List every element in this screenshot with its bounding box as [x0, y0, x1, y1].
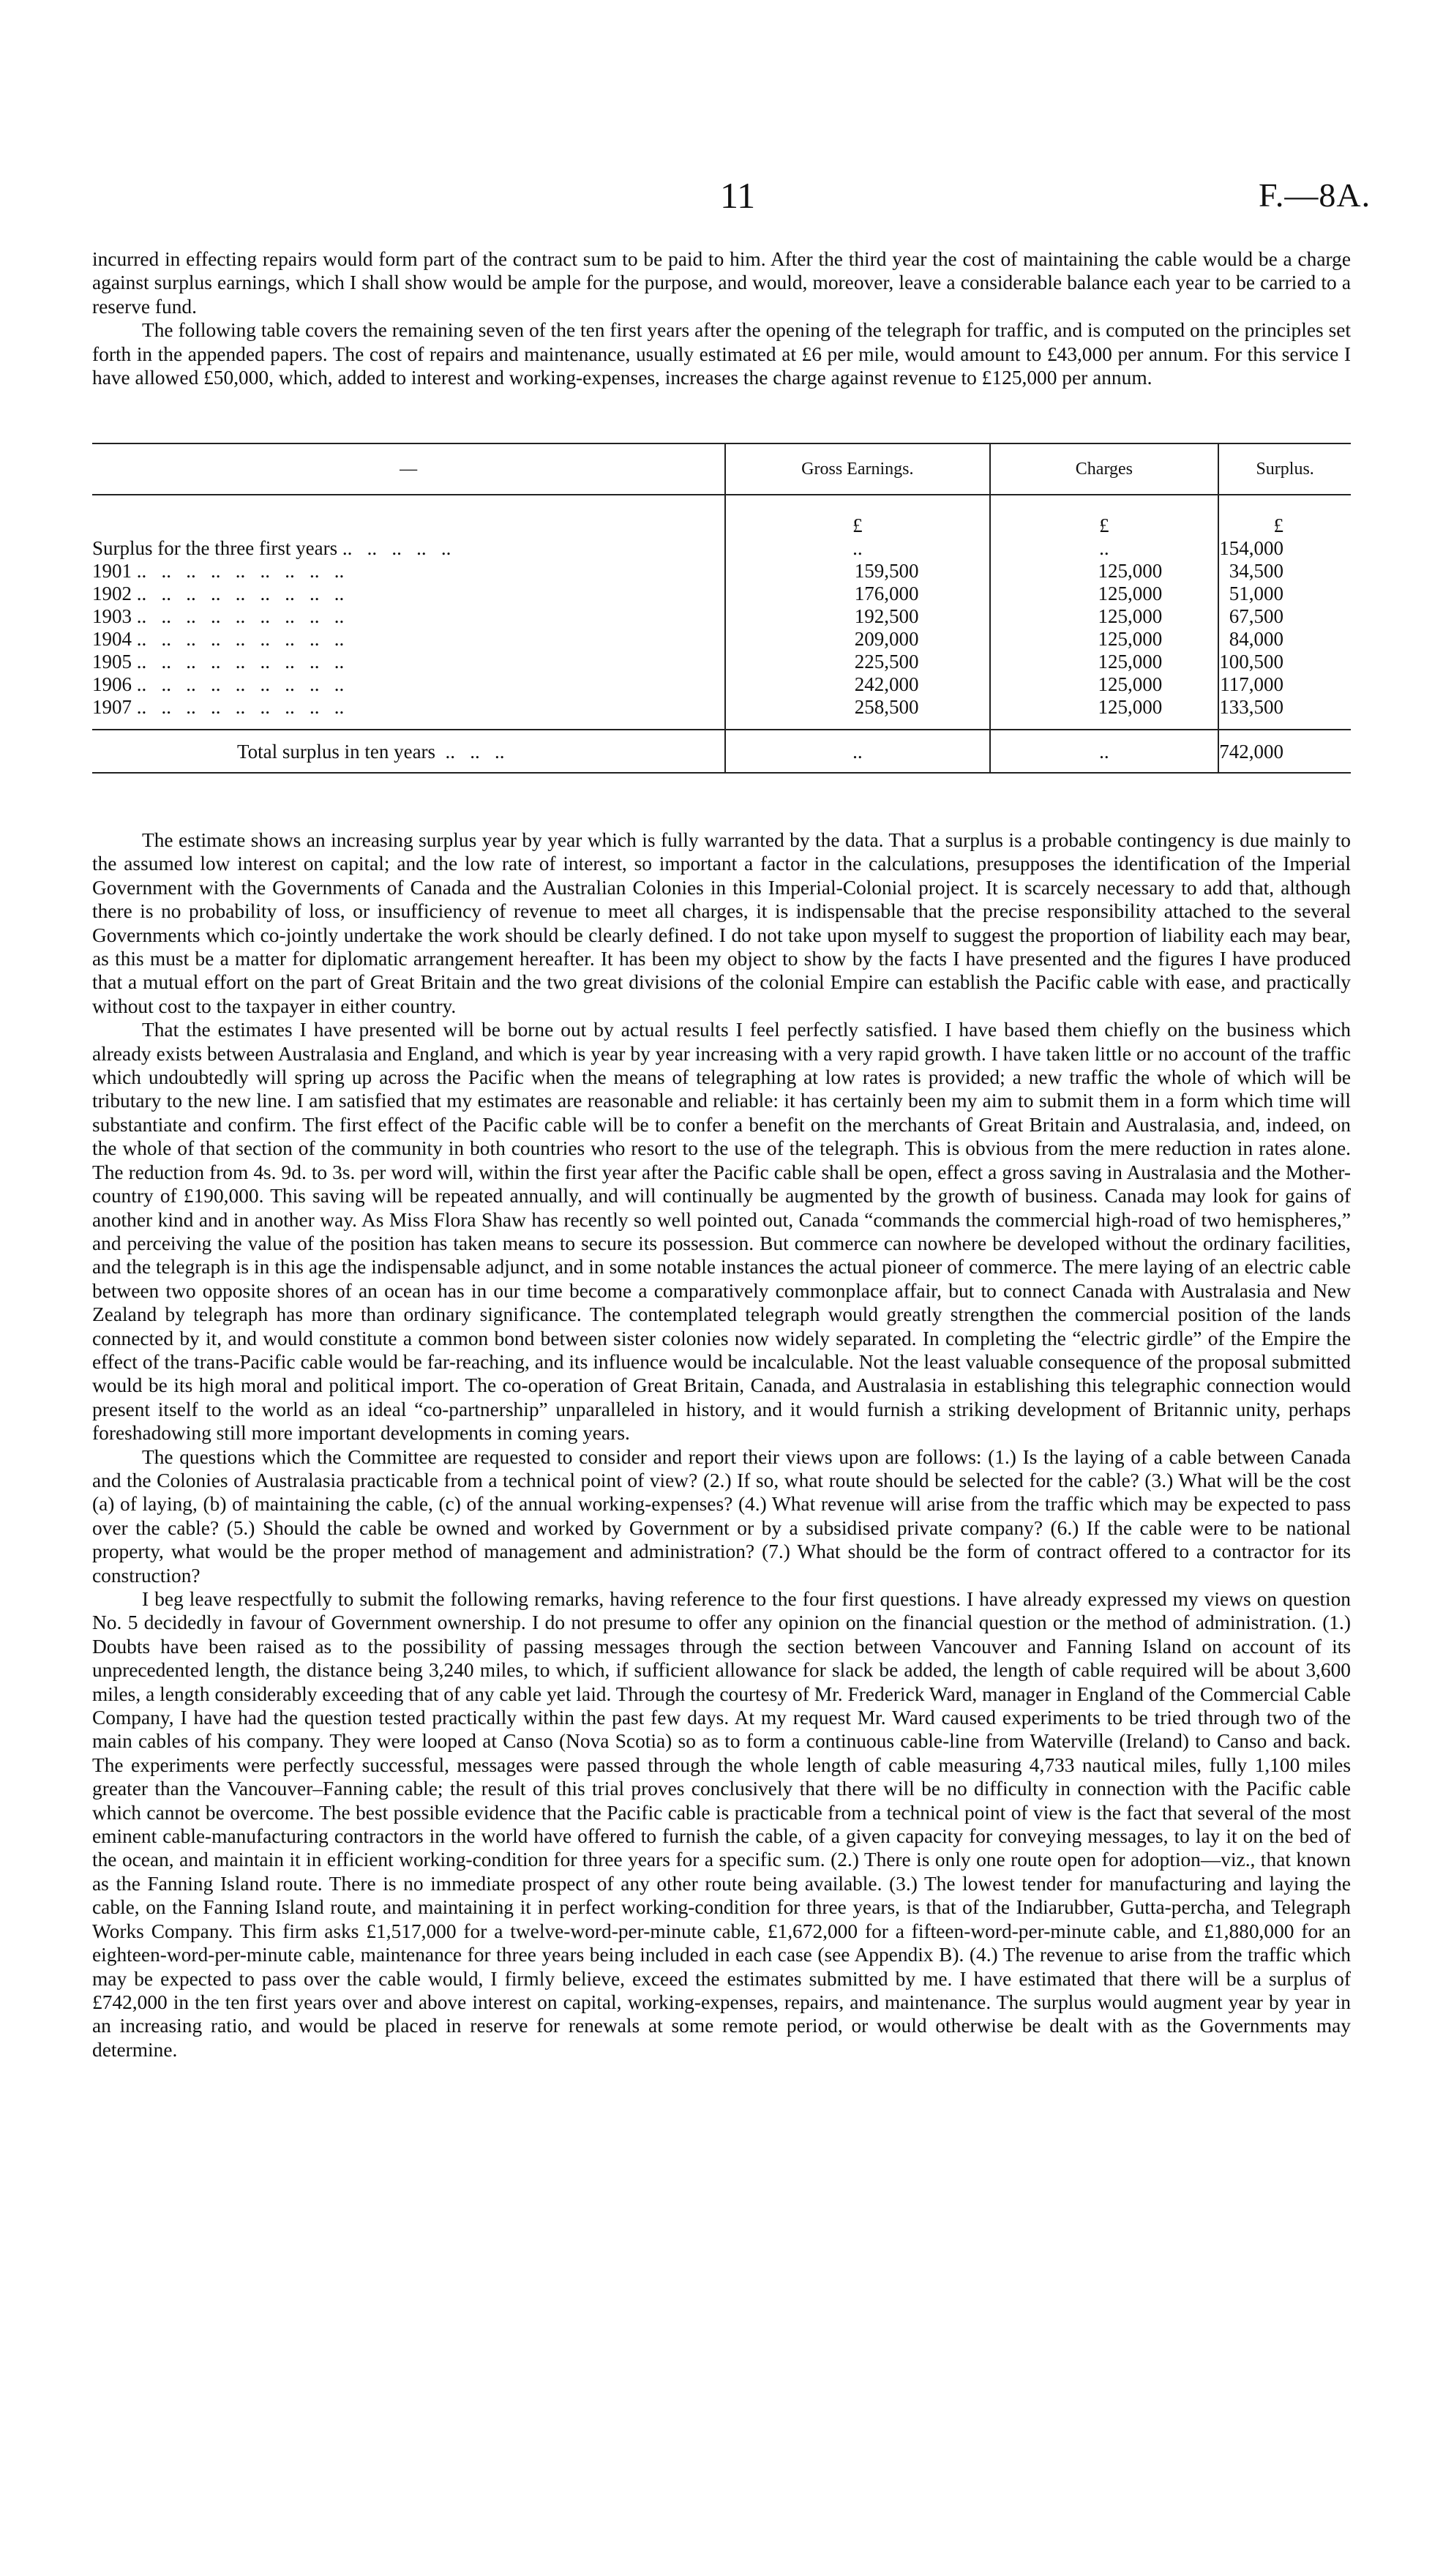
total-charges: ..: [990, 730, 1219, 773]
paragraph-results: That the estimates I have presented will be borne out by actual results I feel perfectly satisfied. I have based them chiefly on the business which already exists between Australasia and England, and which is year by year increasing with a very rapid growth. I have taken little or no account of the traffic which undoubtedly will spring up across the Pacific when the means of telegraphing at low rates is provided; a new traffic the whole of which will be tributary to the new line. I am satisfied that my estimates are reasonable and reliable: it has certainly been my aim to submit them in a form which time will substantiate and confirm. The first effect of the Pacific cable will be to confer a benefit on the merchants of Great Britain and Australasia, and, indeed, on the whole of that section of the community in both countries who resort to the use of the telegraph. This is obvious from the mere reduction in rates alone. The reduction from 4s. 9d. to 3s. per word will, within the first year after the Pacific cable shall be open, effect a gross saving in Australasia and the Mother-country of £190,000. This saving will be repeated annually, and will continually be augmented by the growth of business. Canada may look for gains of another kind and in another way. As Miss Flora Shaw has recently so well pointed out, Canada “commands the commercial high-road of two hemispheres,” and perceiving the value of the position has taken means to secure its possession. But commerce can nowhere be developed without the ordinary facilities, and the telegraph is in this age the indispensable adjunct, and in some notable instances the actual pioneer of commerce. The mere laying of an electric cable between two opposite shores of an ocean has in our time become a comparatively commonplace affair, but to connect Canada with Australasia and New Zealand by telegraph has more than ordinary significance. The contemplated telegraph would greatly strengthen the commercial position of the lands connected by it, and would constitute a common bond between sister colonies now widely separated. In completing the “electric girdle” of the Empire the effect of the trans-Pacific cable would be far-reaching, and its influence would be incalculable. Not the least valuable consequence of the proposal submitted would be its high moral and political import. The co-operation of Great Britain, Canada, and Australasia in establishing this telegraphic connection would present itself to the world as an ideal “co-partnership” unparalleled in history, and it would furnish a striking development of Britannic unity, perhaps foreshadowing still more important developments in coming years.: [92, 1019, 1351, 1445]
row-label: 1902 .. .. .. .. .. .. .. .. ..: [92, 583, 345, 604]
total-row: [92, 730, 1351, 773]
paragraph-estimate: The estimate shows an increasing surplus year by year which is fully warranted by the data. That a surplus is a probable contingency is due mainly to the assumed low interest on capital; and the low rate of interest, so important a factor in the calculations, presupposes the identification of the Imperial Government with the Governments of Canada and the Australian Colonies in this Imperial-Colonial project. It is scarcely necessary to add that, although there is no probability of loss, or insufficiency of revenue to meet all charges, it is indispensable that the precise responsibility attached to the several Governments which co-jointly undertake the work should be clearly defined. I do not take upon myself to suggest the proportion of liability each may bear, as this must be a matter for diplomatic arrangement hereafter. It has been my object to show by the facts I have presented and the figures I have produced that a mutual effort on the part of Great Britain and the two great divisions of the colonial Empire can establish the Pacific cable with ease, and practically without cost to the taxpayer in either country.: [92, 829, 1351, 1017]
page-number: 11: [720, 175, 756, 216]
table-row: [92, 673, 1351, 696]
row-gross: 209,000: [725, 628, 989, 651]
table-row: [92, 651, 1351, 673]
table-row: [92, 696, 1351, 719]
row-gross: ..: [725, 537, 989, 560]
row-gross: 192,500: [725, 605, 989, 628]
document-reference: F.—8A.: [1259, 176, 1371, 214]
header-gross-earnings: Gross Earnings.: [725, 443, 989, 495]
paragraph-questions: The questions which the Committee are requested to consider and report their views upon are follows: (1.) Is the laying of a cable between Canada and the Colonies of Australasia practicable from a technical point of view? (2.) If so, what route should be selected for the cable? (3.) What will be the cost (a) of laying, (b) of maintaining the cable, (c) of the annual working-expenses? (4.) What revenue will arise from the traffic which may be expected to pass over the cable? (5.) Should the cable be owned and worked by Government or by a subsidised private company? (6.) If the cable were to be national property, what would be the proper method of management and administration? (7.) What should be the form of contract offered to a contractor for its construction?: [92, 1445, 1351, 1587]
row-gross: 225,500: [725, 651, 989, 673]
header-surplus: Surplus.: [1218, 443, 1351, 495]
currency-symbol: £: [725, 495, 989, 537]
row-label: 1905 .. .. .. .. .. .. .. .. ..: [92, 651, 345, 673]
paragraph-continuation: incurred in effecting repairs would form part of the contract sum to be paid to him. After the third year the cost of maintaining the cable would be a charge against surplus earnings, which I shall show would be ample for the purpose, and would, moreover, leave a considerable balance each year to be carried to a reserve fund.: [92, 248, 1351, 318]
table-row: [92, 605, 1351, 628]
row-charges: 125,000: [990, 605, 1219, 628]
total-label: Total surplus in ten years .. .. ..: [237, 741, 505, 763]
row-surplus: 100,500: [1218, 651, 1351, 673]
row-charges: 125,000: [990, 583, 1219, 605]
table-row: [92, 628, 1351, 651]
paragraph-table-intro: The following table covers the remaining seven of the ten first years after the opening of the telegraph for traffic, and is computed on the principles set forth in the appended papers. The cost of repairs and maintenance, usually estimated at £6 per mile, would amount to £43,000 per annum. For this service I have allowed £50,000, which, added to interest and working-expenses, increases the charge against revenue to £125,000 per annum.: [92, 319, 1351, 389]
row-label: 1906 .. .. .. .. .. .. .. .. ..: [92, 673, 345, 695]
row-charges: 125,000: [990, 628, 1219, 651]
row-charges: 125,000: [990, 651, 1219, 673]
row-charges: 125,000: [990, 673, 1219, 696]
total-surplus: 742,000: [1218, 730, 1351, 773]
row-gross: 159,500: [725, 560, 989, 583]
row-charges: ..: [990, 537, 1219, 560]
row-label: 1907 .. .. .. .. .. .. .. .. ..: [92, 696, 345, 718]
table-header-row: [92, 443, 1351, 495]
row-label: 1901 .. .. .. .. .. .. .. .. ..: [92, 560, 345, 582]
currency-row: [92, 495, 1351, 537]
row-gross: 176,000: [725, 583, 989, 605]
currency-symbol: £: [1218, 495, 1351, 537]
table-row: [92, 560, 1351, 583]
row-surplus: 117,000: [1218, 673, 1351, 696]
intro-text: [92, 247, 1351, 389]
row-surplus: 34,500: [1218, 560, 1351, 583]
currency-symbol: £: [990, 495, 1219, 537]
row-label: Surplus for the three first years .. .. .. .. ..: [92, 537, 451, 559]
table-row: [92, 537, 1351, 560]
body-text: [92, 828, 1351, 2062]
row-surplus: 84,000: [1218, 628, 1351, 651]
paragraph-remarks: I beg leave respectfully to submit the following remarks, having reference to the four first questions. I have already expressed my views on question No. 5 decidedly in favour of Government ownership. I do not presume to offer any opinion on the financial question or the method of administration. (1.) Doubts have been raised as to the possibility of passing messages through the section between Vancouver and Fanning Island on account of its unprecedented length, the distance being 3,240 miles, to which, if sufficient allowance for slack be added, the length of cable required will be about 3,600 miles, a length considerably exceeding that of any cable yet laid. Through the courtesy of Mr. Frederick Ward, manager in England of the Commercial Cable Company, I have had the question tested practically within the past few days. At my request Mr. Ward caused experiments to be tried through two of the main cables of his company. They were looped at Canso (Nova Scotia) so as to form a continuous cable-line from Waterville (Ireland) to Canso and back. The experiments were perfectly successful, messages were passed through the whole length of cable measuring 4,733 nautical miles, fully 1,100 miles greater than the Vancouver–Fanning cable; the result of this trial proves conclusively that there will be no difficulty in connection with the Pacific cable which cannot be overcome. The best possible evidence that the Pacific cable is practicable from a technical point of view is the fact that several of the most eminent cable-manufacturing contractors in the world have offered to furnish the cable, of a given capacity for conveying messages, to lay it on the bed of the ocean, and maintain it in efficient working-condition for three years for a specific sum. (2.) There is only one route open for adoption—viz., that known as the Fanning Island route. There is no immediate prospect of any other route being available. (3.) The lowest tender for manufacturing and laying the cable, on the Fanning Island route, and maintaining it in perfect working-condition for three years, is that of the Indiarubber, Gutta-percha, and Telegraph Works Company. This firm asks £1,517,000 for a twelve-word-per-minute cable, £1,672,000 for a fifteen-word-per-minute cable, and £1,880,000 for an eighteen-word-per-minute cable, maintenance for three years being included in each case (see Appendix B). (4.) The revenue to arise from the traffic which may be expected to pass over the cable would, I firmly believe, exceed the estimates submitted by me. I have estimated that there will be a surplus of £742,000 in the ten first years over and above interest on capital, working-expenses, repairs, and maintenance. The surplus would augment year by year in an increasing ratio, and would be placed in reserve for renewals at some remote period, or would otherwise be dealt with as the Governments may determine.: [92, 1588, 1351, 2061]
total-gross: ..: [725, 730, 989, 773]
row-surplus: 67,500: [1218, 605, 1351, 628]
row-charges: 125,000: [990, 696, 1219, 719]
row-charges: 125,000: [990, 560, 1219, 583]
header-label: —: [400, 459, 418, 479]
row-gross: 242,000: [725, 673, 989, 696]
row-surplus: 133,500: [1218, 696, 1351, 719]
header-charges: Charges: [990, 443, 1219, 495]
row-label: 1904 .. .. .. .. .. .. .. .. ..: [92, 628, 345, 650]
row-surplus: 154,000: [1218, 537, 1351, 560]
row-label: 1903 .. .. .. .. .. .. .. .. ..: [92, 605, 345, 627]
row-gross: 258,500: [725, 696, 989, 719]
surplus-table: [92, 443, 1351, 774]
row-surplus: 51,000: [1218, 583, 1351, 605]
table-row: [92, 583, 1351, 605]
